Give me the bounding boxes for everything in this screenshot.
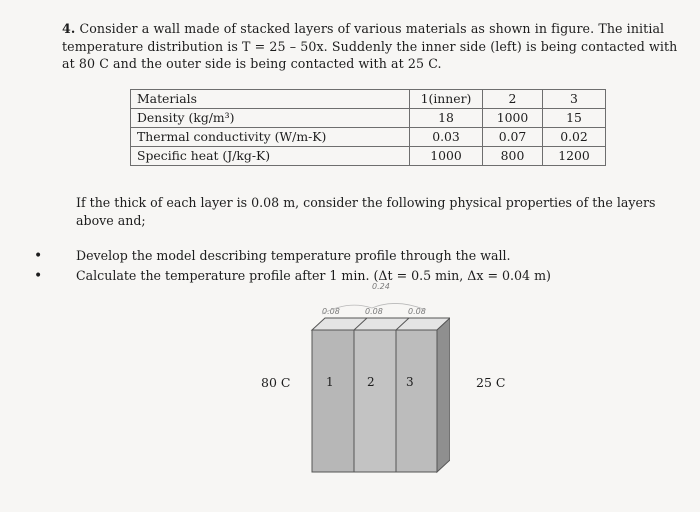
row-label: Density (kg/m³) — [131, 109, 410, 128]
problem-text: Consider a wall made of stacked layers of various materials as shown in figure. The initial temperature distribution is T = 25 – 50x. Suddenly the inner side (left) is being contacted with at 80 C and the outer side is being contacted with at 25 C. — [62, 21, 678, 71]
table-cell: 0.07 — [483, 128, 543, 147]
layer-label-3: 3 — [406, 375, 414, 389]
outer-temperature-label: 25 C — [476, 375, 506, 390]
table-row — [131, 147, 606, 166]
inner-temperature-label: 80 C — [261, 375, 291, 390]
layer-thickness-paragraph: If the thick of each layer is 0.08 m, consider the following physical properties of the layers above and; — [76, 195, 656, 228]
table-header-row — [131, 90, 606, 109]
table-cell: 0.02 — [543, 128, 606, 147]
table-cell: 1000 — [483, 109, 543, 128]
handwritten-layer1-thickness: 0.08 — [322, 307, 340, 316]
list-item — [34, 266, 551, 286]
layer-label-1: 1 — [326, 375, 334, 389]
properties-table — [130, 89, 606, 166]
handwritten-layer3-thickness: 0.08 — [408, 307, 426, 316]
task-list — [34, 246, 551, 286]
table-row — [131, 109, 606, 128]
problem-statement — [62, 20, 682, 73]
task-text: Calculate the temperature profile after 1 min. (Δt = 0.5 min, Δx = 0.04 m) — [76, 268, 551, 283]
bullet-icon: • — [34, 248, 43, 264]
wall-top-face — [312, 318, 450, 330]
table-header-layer1: 1(inner) — [410, 90, 483, 109]
problem-number: 4. — [62, 21, 76, 36]
handwritten-layer2-thickness: 0.08 — [365, 307, 383, 316]
table-cell: 1000 — [410, 147, 483, 166]
bullet-icon: • — [34, 268, 43, 284]
wall-side-face — [437, 318, 450, 472]
table-header-layer3: 3 — [543, 90, 606, 109]
wall-layer-1 — [312, 330, 354, 472]
table-row — [131, 128, 606, 147]
row-label: Thermal conductivity (W/m-K) — [131, 128, 410, 147]
table-cell: 0.03 — [410, 128, 483, 147]
handwritten-total-thickness: 0.24 — [372, 282, 390, 291]
table-header-layer2: 2 — [483, 90, 543, 109]
table-cell: 15 — [543, 109, 606, 128]
wall-layer-3 — [396, 330, 437, 472]
table-cell: 1200 — [543, 147, 606, 166]
layered-wall-figure — [300, 296, 450, 476]
table-header-label: Materials — [131, 90, 410, 109]
table-cell: 800 — [483, 147, 543, 166]
wall-layer-2 — [354, 330, 396, 472]
layer-label-2: 2 — [367, 375, 375, 389]
task-text: Develop the model describing temperature profile through the wall. — [76, 248, 511, 263]
table-cell: 18 — [410, 109, 483, 128]
handwritten-brace — [322, 303, 426, 314]
row-label: Specific heat (J/kg-K) — [131, 147, 410, 166]
list-item — [34, 246, 551, 266]
